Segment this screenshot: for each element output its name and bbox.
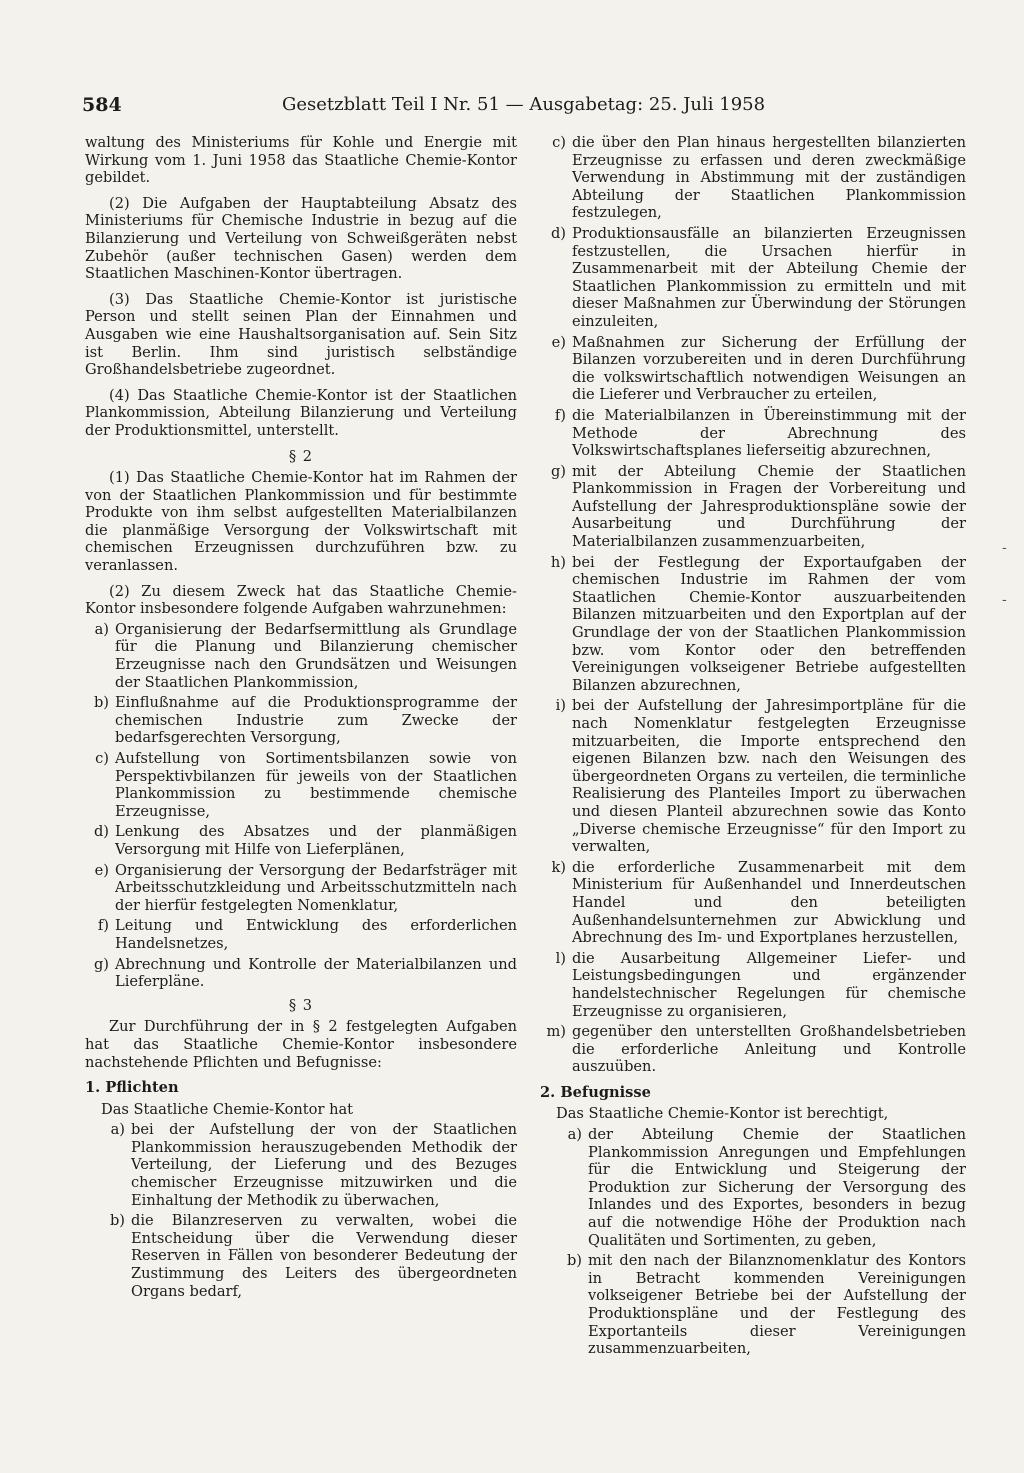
list-item [85,694,517,747]
list-label: g) [93,955,109,973]
list-label: l) [555,949,566,967]
list-label: k) [551,858,566,876]
list-item [556,1126,966,1249]
list-text: Produktionsausfälle an bilanzierten Erzeugnissen festzustellen, die Ursachen hierfür in Zusammenarbeit mit der Abteilung Chemie der Staatlichen Plankommission zu ermitteln und mit dieser Maßnahmen zur Überwindung der Störungen einzuleiten, [572,224,966,330]
list-text: die Bilanzreserven zu verwalten, wobei die Entscheidung über die Verwendung dieser Reserven in Fällen von besonderer Bedeutung der Zustimmung des Leiters des übergeordneten Organs bedarf, [131,1212,517,1300]
duty-list [85,1121,517,1300]
left-column [85,134,517,1303]
list-text: Maßnahmen zur Sicherung der Erfüllung der Bilanzen vorzubereiten und in deren Durchführung die volkswirtschaftlich notwendigen Weisungen an die Lieferer und Verbraucher zu erteilen, [572,333,966,404]
list-label: m) [546,1023,566,1041]
paragraph: (3) Das Staatliche Chemie-Kontor ist juristische Person und stellt seinen Plan der Einnahmen und Ausgaben wie eine Haushaltsorganisation auf. Sein Sitz ist Berlin. Ihm sind juristisch selbständige Großhandelsbetriebe zugeordnet. [85,290,517,379]
subsection-heading: 2. Befugnisse [540,1083,651,1101]
paragraph: (4) Das Staatliche Chemie-Kontor ist der Staatlichen Plankommission, Abteilung Bilanzierung und Verteilung der Produktionsmittel, unterstellt. [85,386,517,439]
list-label: c) [95,750,109,767]
list-text: mit der Abteilung Chemie der Staatlichen Plankommission in Fragen der Vorbereitung und Aufstellung der Jahresproduktionspläne sowie der Ausarbeitung und Durchführung der Materialbilanzen zusammenzuarbeiten, [572,462,966,551]
list-label: f) [554,406,566,424]
list-label: f) [97,917,109,935]
list-item [85,917,517,952]
authority-list [540,1126,966,1358]
list-text: mit den nach der Bilanznomenklatur des Kontors in Betracht kommenden Vereinigungen volkseigener Betriebe bei der Aufstellung der Produktionspläne und der Festlegung des Exportanteils dieser Vereinigungen zusammenzuarbeiten, [588,1252,966,1358]
page-header [82,94,766,120]
list-label: b) [93,694,109,712]
list-item [540,859,966,947]
list-text: Aufstellung von Sortimentsbilanzen sowie von Perspektivbilanzen für jeweils von der Staatlichen Plankommission zu bestimmende chemische Erzeugnisse, [115,750,517,820]
paragraph: Zur Durchführung der in § 2 festgelegten Aufgaben hat das Staatliche Chemie-Kontor insbesondere nachstehende Pflichten und Befugnisse: [85,1018,517,1071]
margin-mark: - [1002,592,1007,608]
paragraph: (2) Die Aufgaben der Hauptabteilung Absatz des Ministeriums für Chemische Industrie in bezug auf die Bilanzierung und Verteilung von Schweißgeräten nebst Zubehör (außer technischen Gasen) werden dem Staatlichen Maschinen-Kontor übertragen. [85,194,517,283]
list-item [101,1212,517,1300]
list-item [540,463,966,551]
paragraph: (1) Das Staatliche Chemie-Kontor hat im Rahmen der von der Staatlichen Plankommission und für bestimmte Produkte von ihm selbst aufgestellten Materialbilanzen die planmäßige Versorgung der Volkswirtschaft mit chemischen Erzeugnissen durchzuführen bzw. zu veranlassen. [85,469,517,575]
list-text: Lenkung des Absatzes und der planmäßigen Versorgung mit Hilfe von Lieferplänen, [115,823,517,858]
duty-list-continued [540,134,966,1076]
list-item [85,621,517,691]
list-item [85,823,517,858]
list-text: die über den Plan hinaus hergestellten bilanzierten Erzeugnisse zu erfassen und deren zweckmäßige Verwendung in Abstimmung mit der zuständigen Abteilung der Staatlichen Plankommission festzulegen, [572,134,966,222]
list-label: e) [551,333,566,351]
list-text: Leitung und Entwicklung des erforderlichen Handelsnetzes, [115,917,517,952]
list-item [85,750,517,820]
list-text: bei der Aufstellung der von der Staatlichen Plankommission herauszugebenden Methodik der Verteilung, der Lieferung und des Bezuges chemischer Erzeugnisse mitzuwirken und die Einhaltung der Methodik zu überwachen, [131,1121,517,1209]
list-item [540,697,966,855]
list-label: e) [94,861,109,879]
list-text: gegenüber den unterstellten Großhandelsbetrieben die erforderliche Anleitung und Kontrolle auszuüben. [572,1023,966,1076]
list-text: die erforderliche Zusammenarbeit mit dem Ministerium für Außenhandel und Innerdeutschen Handel und den beteiligten Außenhandelsunternehmen zur Abwicklung und Abrechnung des Im- und Exportplanes herzustellen, [572,858,966,947]
paragraph: (2) Zu diesem Zweck hat das Staatliche Chemie-Kontor insbesondere folgende Aufgaben wahrzunehmen: [85,582,517,618]
margin-mark: - [1002,540,1007,556]
section-heading: § 2 [288,447,314,465]
list-label: i) [555,697,566,715]
list-label: d) [93,823,109,841]
list-text: die Ausarbeitung Allgemeiner Liefer- und Leistungsbedingungen und ergänzender handelstechnischer Regelungen für chemische Erzeugnisse zu organisieren, [572,949,966,1020]
list-label: a) [94,620,109,638]
subsection-intro: Das Staatliche Chemie-Kontor hat [101,1100,354,1118]
page-number: 584 [82,94,122,116]
list-text: der Abteilung Chemie der Staatlichen Plankommission Anregungen und Empfehlungen für die Entwicklung und Steigerung der Produktion zur Sicherung der Versorgung des Inlandes und des Exportes, besonders in bezug auf die notwendige Höhe der Produktion nach Qualitäten und Sortimenten, zu geben, [588,1126,966,1249]
list-item [556,1252,966,1358]
list-label: b) [109,1212,125,1230]
list-text: Organisierung der Bedarfsermittlung als Grundlage für die Planung und Bilanzierung chemischer Erzeugnisse nach den Grundsätzen und Weisungen der Staatlichen Plankommission, [115,620,517,691]
right-column [540,134,966,1361]
list-item [85,862,517,915]
list-item [101,1121,517,1209]
list-item [540,134,966,222]
list-label: b) [566,1252,582,1270]
list-label: a) [567,1126,582,1144]
section-heading: § 3 [288,996,314,1014]
subsection-intro: Das Staatliche Chemie-Kontor ist berechtigt, [556,1105,889,1123]
list-text: Organisierung der Versorgung der Bedarfsträger mit Arbeitsschutzkleidung und Arbeitsschutzmitteln nach der hierfür festgelegten Nomenklatur, [115,861,517,914]
list-item [85,956,517,991]
list-item [540,1023,966,1076]
list-item [540,950,966,1020]
list-item [540,407,966,460]
list-item [540,225,966,331]
list-label: h) [550,553,566,571]
list-text: Abrechnung und Kontrolle der Materialbilanzen und Lieferpläne. [115,955,517,991]
list-text: bei der Aufstellung der Jahresimportpläne für die nach Nomenklatur festgelegten Erzeugnisse mitzuarbeiten, die Importe entsprechend den eigenen Bilanzen bzw. nach den Weisungen des übergeordneten Organs zu verteilen, die terminliche Realisierung des Planteiles Import zu überwachen und diesen Planteil abzurechnen sowie das Konto „Diverse chemische Erzeugnisse“ für den Import zu verwalten, [572,697,966,856]
subsection-heading: 1. Pflichten [85,1079,179,1097]
page-title: Gesetzblatt Teil I Nr. 51 — Ausgabetag: 25. Juli 1958 [282,94,766,115]
task-list [85,621,517,991]
list-label: g) [550,462,566,480]
paragraph: waltung des Ministeriums für Kohle und Energie mit Wirkung vom 1. Juni 1958 das Staatliche Chemie-Kontor gebildet. [85,134,517,187]
list-label: d) [550,224,566,242]
list-item [540,554,966,695]
list-text: bei der Festlegung der Exportaufgaben der chemischen Industrie im Rahmen der vom Staatlichen Chemie-Kontor auszuarbeitenden Bilanzen mitzuarbeiten und den Exportplan auf der Grundlage der von der Staatlichen Plankommission bzw. vom Kontor oder den betreffenden Vereinigungen volkseigener Betriebe aufgestellten Bilanzen abzurechnen, [572,553,966,694]
list-label: a) [110,1121,125,1139]
list-text: Einflußnahme auf die Produktionsprogramme der chemischen Industrie zum Zwecke der bedarfsgerechten Versorgung, [115,694,517,747]
list-item [540,334,966,404]
list-text: die Materialbilanzen in Übereinstimmung mit der Methode der Abrechnung des Volkswirtschaftsplanes lieferseitig abzurechnen, [572,406,966,460]
list-label: c) [552,134,566,151]
